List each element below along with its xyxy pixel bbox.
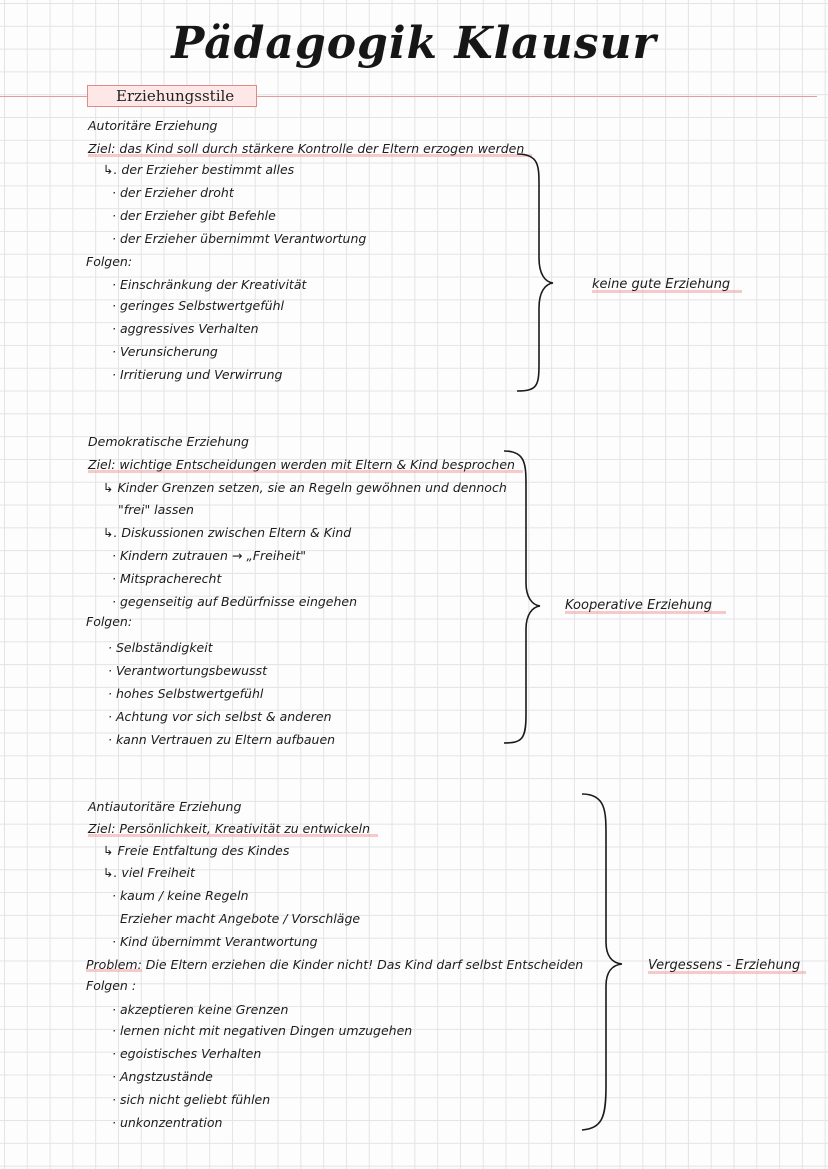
sec3-ziel: [88, 821, 378, 837]
sec3-conclusion: Vergessens - Erziehung: [648, 958, 806, 974]
sec2-arrow1: ↳ Kinder Grenzen setzen, sie an Regeln gewöhnen und dennoch: [103, 480, 507, 495]
sec3-consequence: · lernen nicht mit negativen Dingen umzugehen: [112, 1023, 413, 1038]
red-rule-left: [0, 96, 87, 97]
sec2-heading: Demokratische Erziehung: [88, 434, 249, 449]
sec3-folgen: Folgen :: [86, 978, 137, 993]
sec2-arrow1-cont: "frei" lassen: [118, 502, 194, 517]
sec2-ziel: [88, 457, 523, 473]
page-title: Pädagogik Klausur: [171, 18, 657, 69]
sec2-consequence: · Selbständigkeit: [108, 640, 213, 655]
sec1-consequence: · Einschränkung der Kreativität: [112, 277, 307, 292]
sec3-bullet: Erzieher macht Angebote / Vorschläge: [120, 911, 361, 926]
sec1-consequence: · Verunsicherung: [112, 344, 218, 359]
sec1-bullet: · der Erzieher gibt Befehle: [112, 208, 276, 223]
sec1-conclusion: keine gute Erziehung: [592, 277, 742, 293]
sec1-consequence: · geringes Selbstwertgefühl: [112, 298, 284, 313]
sec3-heading: Antiautoritäre Erziehung: [88, 799, 242, 814]
sec1-heading: Autoritäre Erziehung: [88, 118, 218, 133]
sec3-arrow1: ↳ Freie Entfaltung des Kindes: [103, 843, 290, 858]
sec3-curly-brace: [578, 790, 622, 1135]
sec2-consequence: · Achtung vor sich selbst & anderen: [108, 709, 332, 724]
sec3-consequence: · unkonzentration: [112, 1115, 223, 1130]
sec3-problem-label: Problem:: [86, 957, 142, 972]
sec1-arrow1: ↳. der Erzieher bestimmt alles: [103, 162, 295, 177]
sec1-consequence: · Irritierung und Verwirrung: [112, 367, 283, 382]
sec3-arrow2: ↳. viel Freiheit: [103, 865, 195, 880]
sec1-bullet: · der Erzieher übernimmt Verantwortung: [112, 231, 367, 246]
section-tag: Erziehungsstile: [87, 85, 257, 107]
sec2-curly-brace: [500, 447, 540, 747]
sec2-ziel-text: wichtige Entscheidungen werden mit Eltern & Kind besprochen: [119, 457, 515, 472]
sec2-conclusion: Kooperative Erziehung: [565, 598, 726, 614]
sec2-consequence: · hohes Selbstwertgefühl: [108, 686, 264, 701]
sec2-ziel-label: Ziel:: [88, 457, 116, 472]
sec3-bullet: · Kind übernimmt Verantwortung: [112, 934, 318, 949]
sec2-arrow2: ↳. Diskussionen zwischen Eltern & Kind: [103, 525, 352, 540]
sec1-folgen: Folgen:: [86, 254, 133, 269]
sec3-ziel-text: Persönlichkeit, Kreativität zu entwickeln: [119, 821, 371, 836]
sec2-folgen: Folgen:: [86, 614, 133, 629]
sec3-bullet: · kaum / keine Regeln: [112, 888, 249, 903]
red-rule-right: [257, 96, 817, 97]
sec2-consequence: · Verantwortungsbewusst: [108, 663, 267, 678]
sec2-bullet: · Kindern zutrauen → „Freiheit": [112, 548, 307, 563]
sec3-consequence: · akzeptieren keine Grenzen: [112, 1002, 289, 1017]
sec3-ziel-label: Ziel:: [88, 821, 116, 836]
sec2-consequence: · kann Vertrauen zu Eltern aufbauen: [108, 732, 336, 747]
sec1-bullet: · der Erzieher droht: [112, 185, 234, 200]
sec1-ziel-text: das Kind soll durch stärkere Kontrolle der Eltern erzogen werden: [119, 141, 525, 156]
sec1-ziel-label: Ziel:: [88, 141, 116, 156]
sec3-consequence: · Angstzustände: [112, 1069, 213, 1084]
sec1-consequence: · aggressives Verhalten: [112, 321, 259, 336]
sec3-consequence: · sich nicht geliebt fühlen: [112, 1092, 271, 1107]
sec2-bullet: · Mitspracherecht: [112, 571, 222, 586]
sec3-problem-text: Die Eltern erziehen die Kinder nicht! Das Kind darf selbst Entscheiden: [145, 957, 584, 972]
sec3-problem: [86, 957, 583, 973]
sec3-consequence: · egoistisches Verhalten: [112, 1046, 262, 1061]
sec1-ziel: [88, 141, 532, 157]
sec1-curly-brace: [513, 150, 553, 395]
sec2-bullet: · gegenseitig auf Bedürfnisse eingehen: [112, 594, 358, 609]
